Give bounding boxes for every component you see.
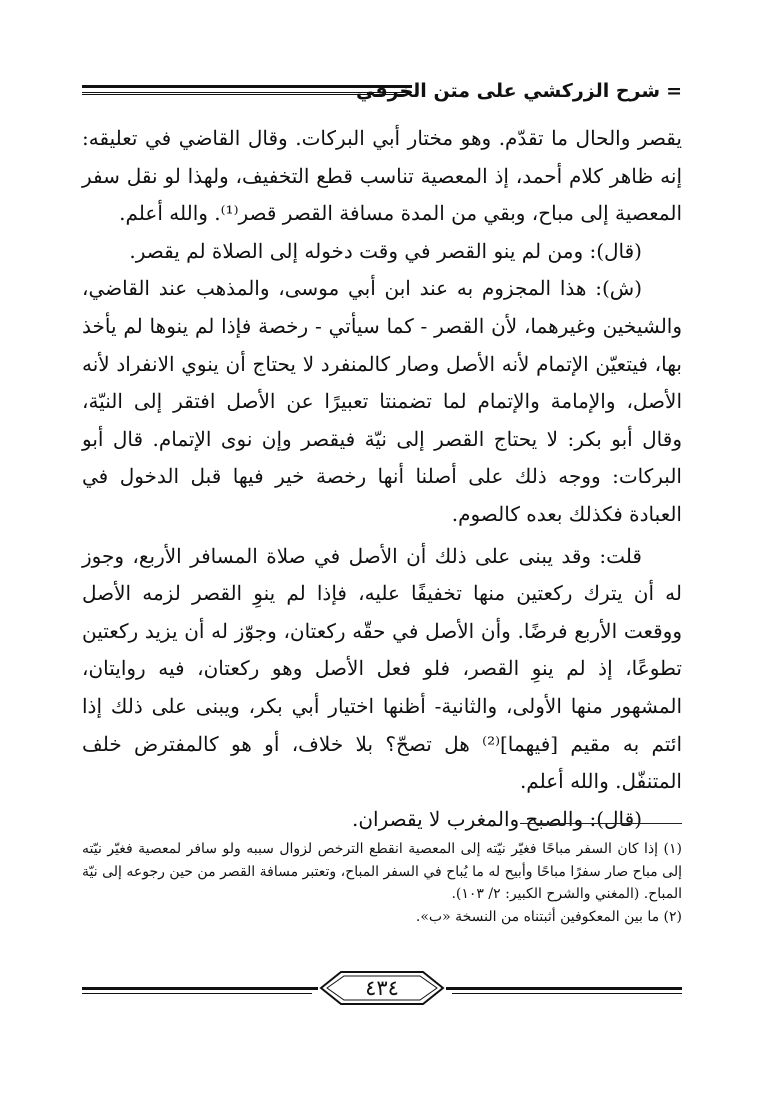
header-title-text: شرح الزركشي على متن الخرقي bbox=[356, 80, 661, 102]
footnotes bbox=[82, 838, 682, 928]
footnote: (٢) ما بين المعكوفين أثبتناه من النسخة «ب». bbox=[415, 908, 682, 925]
footer-rule-left-thin bbox=[82, 993, 312, 994]
main-text bbox=[82, 120, 682, 838]
header-mark: = bbox=[666, 80, 682, 102]
paragraph-note: قلت: وقد يبنى على ذلك أن الأصل في صلاة المسافر الأربع، وجوز له أن يترك ركعتين منها تخفيفًا عليه، فإذا لم ينوِ القصر لزمه الأصل ووقعت الأربع فرضًا. وأن الأصل في حقّه ركعتان، وجوّز له أن يزيد ركعتين تطوعًا، إذ لم ينوِ القصر، فلو فعل الأصل وهو ركعتان، فيه روايتان، المشهور منها الأولى، والثانية- أظنها اختيار أبي بكر، ويبنى على ذلك إذا ائتم به مقيم [فيهما]⁽²⁾ هل تصحّ؟ بلا خلاف، أو هو كالمفترض خلف المتنفّل. والله أعلم. bbox=[82, 543, 682, 794]
footer-rule-right bbox=[446, 987, 682, 990]
header-title bbox=[356, 78, 682, 104]
running-header bbox=[82, 78, 682, 106]
footnote-separator bbox=[520, 823, 682, 824]
paragraph-commentary: (ش): هذا المجزوم به عند ابن أبي موسى، والمذهب عند القاضي، والشيخين وغيرهما، لأن القصر - كما سيأتي - رخصة فإذا لم ينوها لم يأخذ بها، فيتعيّن الإتمام لأنه الأصل وصار كالمنفرد لا يحتاج أن ينوي الانفراد لأنه الأصل، والإمامة والإتمام لما تضمنتا تعبيرًا عن الأصل افتقر إلى النيّة، وقال أبو بكر: لا يحتاج القصر إلى نيّة فيقصر وإن نوى الإتمام. قال أبو البركات: ووجه ذلك على أصلنا أنها رخصة خير فيها قبل الدخول في العبادة فكذلك بعده كالصوم. bbox=[82, 276, 682, 526]
page-number: ٤٣٤ bbox=[365, 976, 399, 1000]
paragraph-quote: (قال): والصبح والمغرب لا يقصران. bbox=[351, 806, 642, 831]
footnote: (١) إذا كان السفر مباحًا فغيّر نيّته إلى المعصية انقطع الترخص لزوال سببه ولو سافر لمعصية فغيّر نيّته إلى مباح صار سفرًا مباحًا وأبيح له ما يُباح في السفر المباح، وتعتبر مسافة القصر من حين رجوعه إلى نيّة المباح. (المغني والشرح الكبير: ٢/ ١٠٣). bbox=[82, 841, 682, 902]
paragraph-quote: (قال): ومن لم ينو القصر في وقت دخوله إلى الصلاة لم يقصر. bbox=[129, 238, 642, 263]
footer-rule-right-thin bbox=[452, 993, 682, 994]
page-footer bbox=[82, 968, 682, 1008]
footer-rule-left bbox=[82, 987, 318, 990]
paragraph: يقصر والحال ما تقدّم. وهو مختار أبي البركات. وقال القاضي في تعليقه: إنه ظاهر كلام أحمد، إذ المعصية تناسب قطع التخفيف، ولهذا لو نقل سفر المعصية إلى مباح، وبقي من المدة مسافة القصر قصر⁽¹⁾. والله أعلم. bbox=[82, 126, 682, 226]
